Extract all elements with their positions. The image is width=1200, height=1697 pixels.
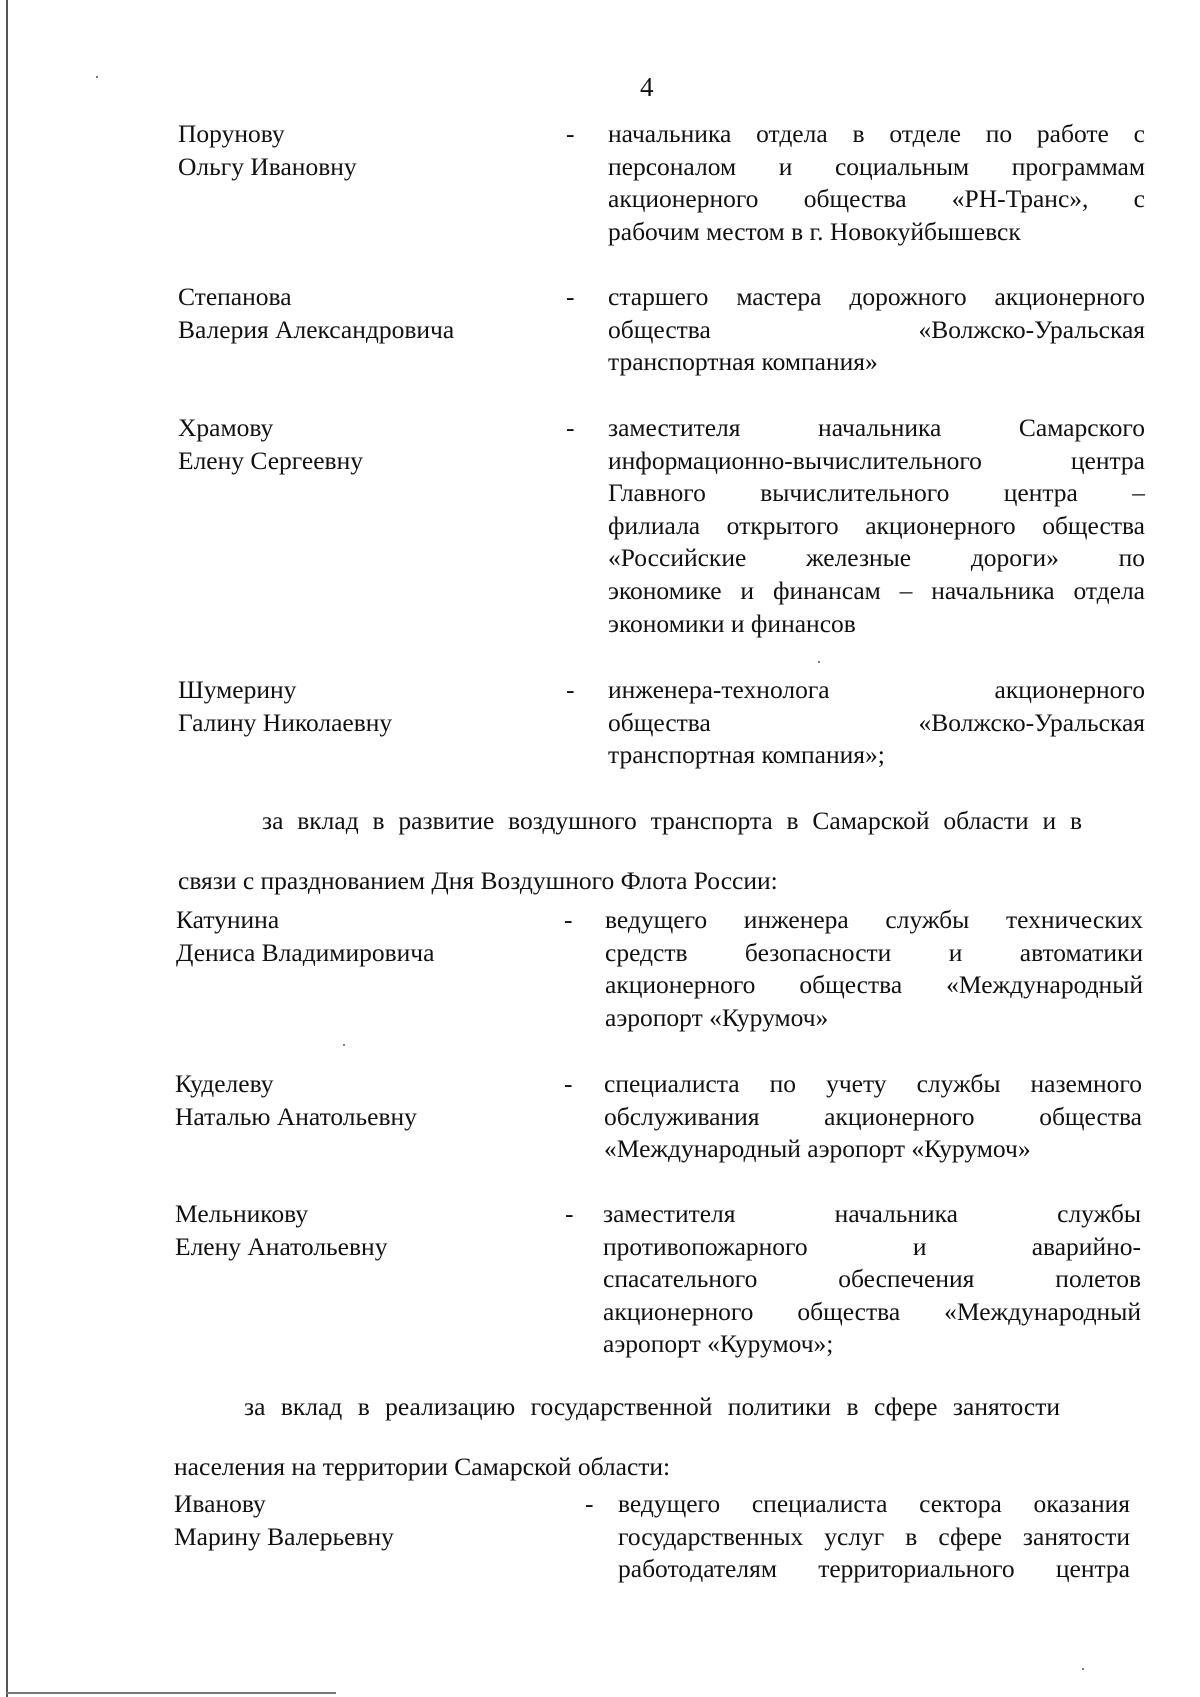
scan-speck xyxy=(1082,1668,1084,1670)
position-description: ведущего специалиста сектора оказания государственных услуг в сфере занятости работодателям территориального центра xyxy=(618,1489,1130,1584)
scan-speck xyxy=(343,1044,345,1046)
person-name xyxy=(178,412,538,477)
surname: Шумерину xyxy=(178,675,297,704)
person-name xyxy=(178,674,538,739)
surname: Порунову xyxy=(178,119,285,148)
person-name xyxy=(174,1488,534,1553)
position-description: инженера-технолога акционерного общества «Волжско-Уральская транспортная компания»; xyxy=(608,675,1145,770)
section-intro: за вклад в развитие воздушного транспорта в Самарской области и в связи с празднованием Дня Воздушного Флота России: xyxy=(178,806,1082,895)
position-description: заместителя начальника Самарского информационно-вычислительного центра Главного вычислительного центра – филиала открытого акционерного общества «Российские железные дороги» по экономике и финансам – начальника отдела экономики и финансов xyxy=(608,413,1145,638)
given-names: Елену Сергеевну xyxy=(178,445,363,475)
surname: Степанова xyxy=(178,282,292,311)
dash: - xyxy=(566,119,575,148)
person-name xyxy=(175,1068,535,1133)
given-names: Наталью Анатольевну xyxy=(175,1101,417,1131)
person-name xyxy=(178,118,538,183)
dash: - xyxy=(566,675,575,704)
page-left-edge xyxy=(6,0,8,1697)
position-description: специалиста по учету службы наземного обслуживания акционерного общества «Международный аэропорт «Курумоч» xyxy=(604,1069,1142,1164)
dash: - xyxy=(564,1069,573,1098)
surname: Храмову xyxy=(178,413,274,442)
given-names: Ольгу Ивановну xyxy=(178,151,357,181)
surname: Катунина xyxy=(176,905,280,934)
scan-speck xyxy=(818,661,820,663)
surname: Иванову xyxy=(174,1489,266,1518)
position-description: заместителя начальника службы противопожарного и аварийно- спасательного обеспечения полетов акционерного общества «Международный аэропорт «Курумоч»; xyxy=(603,1199,1141,1359)
dash: - xyxy=(565,1199,574,1228)
section-intro: за вклад в реализацию государственной политики в сфере занятости населения на территории Самарской области: xyxy=(174,1392,1060,1481)
page-number: 4 xyxy=(640,72,654,102)
given-names: Елену Анатольевну xyxy=(175,1231,388,1261)
dash: - xyxy=(566,282,575,311)
scan-speck xyxy=(96,76,98,78)
person-name xyxy=(176,904,536,969)
position-description: ведущего инженера службы технических средств безопасности и автоматики акционерного общества «Международный аэропорт «Курумоч» xyxy=(605,905,1143,1032)
dash: - xyxy=(585,1489,594,1518)
position-description: старшего мастера дорожного акционерного общества «Волжско-Уральская транспортная компания» xyxy=(608,282,1145,377)
surname: Мельникову xyxy=(175,1199,309,1228)
dash: - xyxy=(566,413,575,442)
person-name xyxy=(175,1198,535,1263)
person-name xyxy=(178,281,538,346)
page-bottom-edge xyxy=(6,1692,336,1694)
given-names: Галину Николаевну xyxy=(178,707,393,737)
given-names: Марину Валерьевну xyxy=(174,1521,394,1551)
given-names: Валерия Александровича xyxy=(178,314,455,344)
given-names: Дениса Владимировича xyxy=(176,937,435,967)
surname: Куделеву xyxy=(175,1069,274,1098)
position-description: начальника отдела в отделе по работе с персоналом и социальным программам акционерного общества «РН-Транс», с рабочим местом в г. Новокуйбышевск xyxy=(608,119,1145,246)
dash: - xyxy=(564,905,573,934)
